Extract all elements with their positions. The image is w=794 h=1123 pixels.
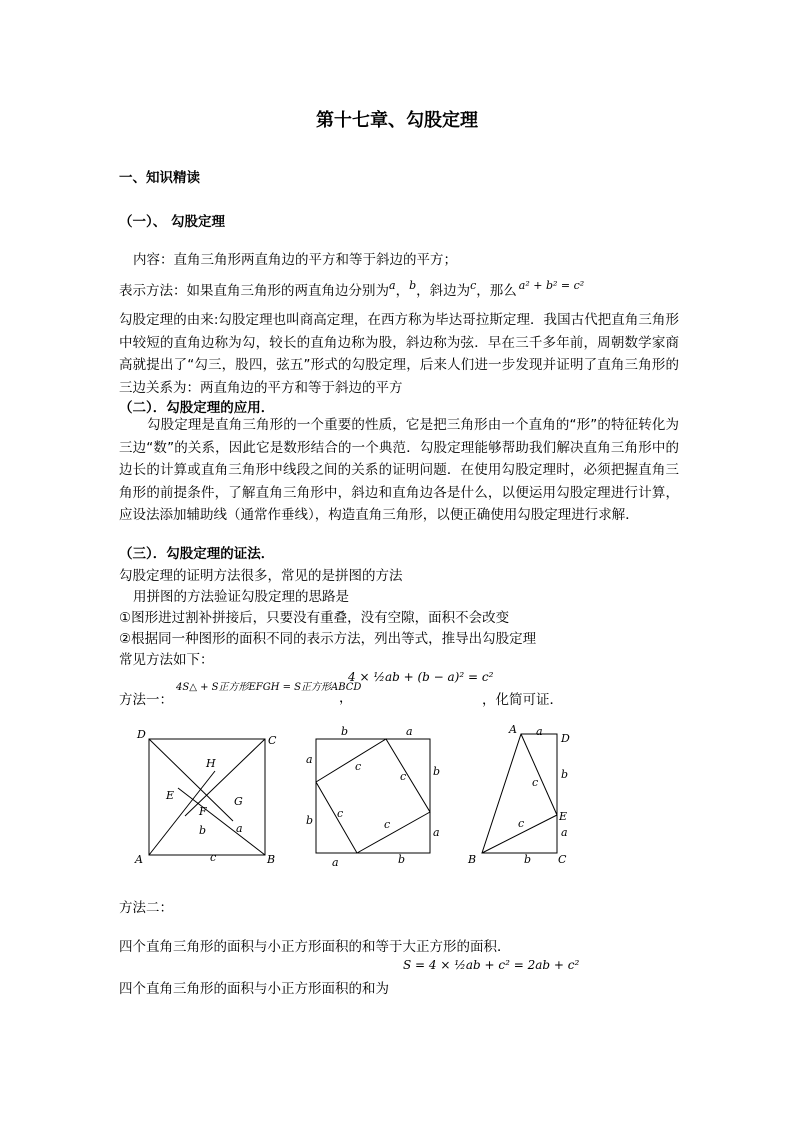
fig3-c-2: c <box>518 817 525 830</box>
label-side-a: a <box>236 822 243 835</box>
method-1-label: 方法一： <box>119 692 173 708</box>
fig3-b-bottom: b <box>524 853 532 866</box>
label-e: E <box>166 789 175 802</box>
fig2-right-a: a <box>433 826 440 839</box>
rep-then: ，那么 <box>476 283 517 299</box>
content-line: 内容：直角三角形两直角边的平方和等于斜边的平方； <box>133 252 457 268</box>
var-b: b <box>409 279 417 292</box>
figure-1 <box>120 720 290 870</box>
fig3-b-right: b <box>561 768 569 781</box>
fig2-c-4: c <box>384 818 391 831</box>
subsection-heading-1: （一）、 勾股定理 <box>119 214 225 230</box>
application-paragraph: 勾股定理是直角三角形的一个重要的性质，它是把三角形由一个直角的“形”的特征转化为三边“数”的关系，因此它是数形结合的一个典范．勾股定理能够帮助我们解决直角三角形中的边长的计算或直角三角形中线段之间的关系的证明问题．在使用勾股定理时，必须把握直角三角形的前提条件，了解直角三角形中，斜边和直角边各是什么，以便运用勾股定理进行计算，应设法添加辅助线（通常作垂线），构造直角三角形，以便正确使用勾股定理进行求解． <box>119 417 679 523</box>
subsection-heading-3: （三）．勾股定理的证法． <box>119 546 275 562</box>
fig2-left-b: b <box>306 814 314 827</box>
fig3-a-top: a <box>536 725 543 738</box>
label-c: C <box>268 734 277 747</box>
rep-mid: ，斜边为 <box>416 283 471 299</box>
rep-prefix: 表示方法：如果直角三角形的两直角边分别为 <box>119 283 389 299</box>
label-b: B <box>267 853 276 866</box>
proof-line-1: 勾股定理的证明方法很多，常见的是拼图的方法 <box>119 568 403 584</box>
label-h: H <box>206 757 216 770</box>
label-d: D <box>137 728 146 741</box>
section-heading: 一、知识精读 <box>119 170 200 186</box>
proof-line-4: ②根据同一种图形的面积不同的表示方法，列出等式，推导出勾股定理 <box>119 631 537 647</box>
label-side-b: b <box>199 824 207 837</box>
subsection-heading-2: （二）．勾股定理的应用． <box>119 400 275 416</box>
line-c-f <box>185 739 265 816</box>
outer-square <box>316 739 430 853</box>
fig3-label-a: A <box>509 723 517 736</box>
fig2-c-2: c <box>400 770 407 783</box>
method-2-formula: S = 4 × ½ab + c² = 2ab + c² <box>403 958 580 972</box>
method-2-label: 方法二： <box>119 900 173 916</box>
pythagorean-formula: a² + b² = c² <box>518 279 585 292</box>
line-a-e <box>521 734 557 815</box>
fig2-c-3: c <box>337 807 344 820</box>
method-1-formula-2: 4 × ½ab + (b − a)² = c² <box>348 670 494 684</box>
fig2-c-1: c <box>355 760 362 773</box>
var-c: c <box>470 279 477 292</box>
figure-2 <box>300 720 450 870</box>
line-b-e <box>178 788 265 855</box>
label-side-c: c <box>210 851 217 864</box>
fig3-a-right: a <box>561 826 568 839</box>
method-1-formula-1: 4S△ + S正方形EFGH = S正方形ABCD <box>176 682 362 693</box>
representation-line <box>119 279 584 299</box>
fig3-label-b: B <box>468 853 477 866</box>
trapezoid <box>482 734 557 853</box>
fig2-top-a: a <box>406 725 413 738</box>
origin-paragraph: 勾股定理的由来:勾股定理也叫商高定理，在西方称为毕达哥拉斯定理．我国古代把直角三角形中较短的直角边称为勾，较长的直角边称为股，斜边称为弦．早在三千多年前，周朝数学家商高就提出了“勾三，股四，弦五”形式的勾股定理，后来人们进一步发现并证明了直角三角形的三边关系为：两直角边的平方和等于斜边的平方 <box>119 312 679 396</box>
proof-line-3: ①图形进过割补拼接后，只要没有重叠，没有空隙，面积不会改变 <box>119 610 510 626</box>
page-title: 第十七章、勾股定理 <box>316 110 478 131</box>
rep-sep: ， <box>395 283 410 299</box>
common-methods-line: 常见方法如下： <box>119 652 214 668</box>
fig3-c-1: c <box>532 776 539 789</box>
figure-3 <box>460 720 590 870</box>
method-2-line-1: 四个直角三角形的面积与小正方形面积的和等于大正方形的面积． <box>119 939 511 955</box>
method-1-comma: ， <box>339 690 353 706</box>
fig2-right-b: b <box>433 765 441 778</box>
var-a: a <box>389 279 396 292</box>
line-d-g <box>149 739 233 821</box>
proof-line-2: 用拼图的方法验证勾股定理的思路是 <box>133 589 349 605</box>
fig2-left-a: a <box>306 753 313 766</box>
fig3-label-d: D <box>561 732 570 745</box>
fig2-bot-b: b <box>398 853 406 866</box>
label-f: F <box>199 805 207 818</box>
small-square-efgh <box>178 771 233 830</box>
label-a: A <box>135 853 143 866</box>
fig3-label-c: C <box>558 853 567 866</box>
label-g: G <box>234 795 243 808</box>
method-1-end: ，化简可证． <box>482 692 563 708</box>
fig2-top-b: b <box>341 725 349 738</box>
fig2-bot-a: a <box>332 856 339 869</box>
inner-square <box>316 739 430 853</box>
method-2-line-2: 四个直角三角形的面积与小正方形面积的和为 <box>119 981 389 997</box>
fig3-label-e: E <box>559 810 568 823</box>
